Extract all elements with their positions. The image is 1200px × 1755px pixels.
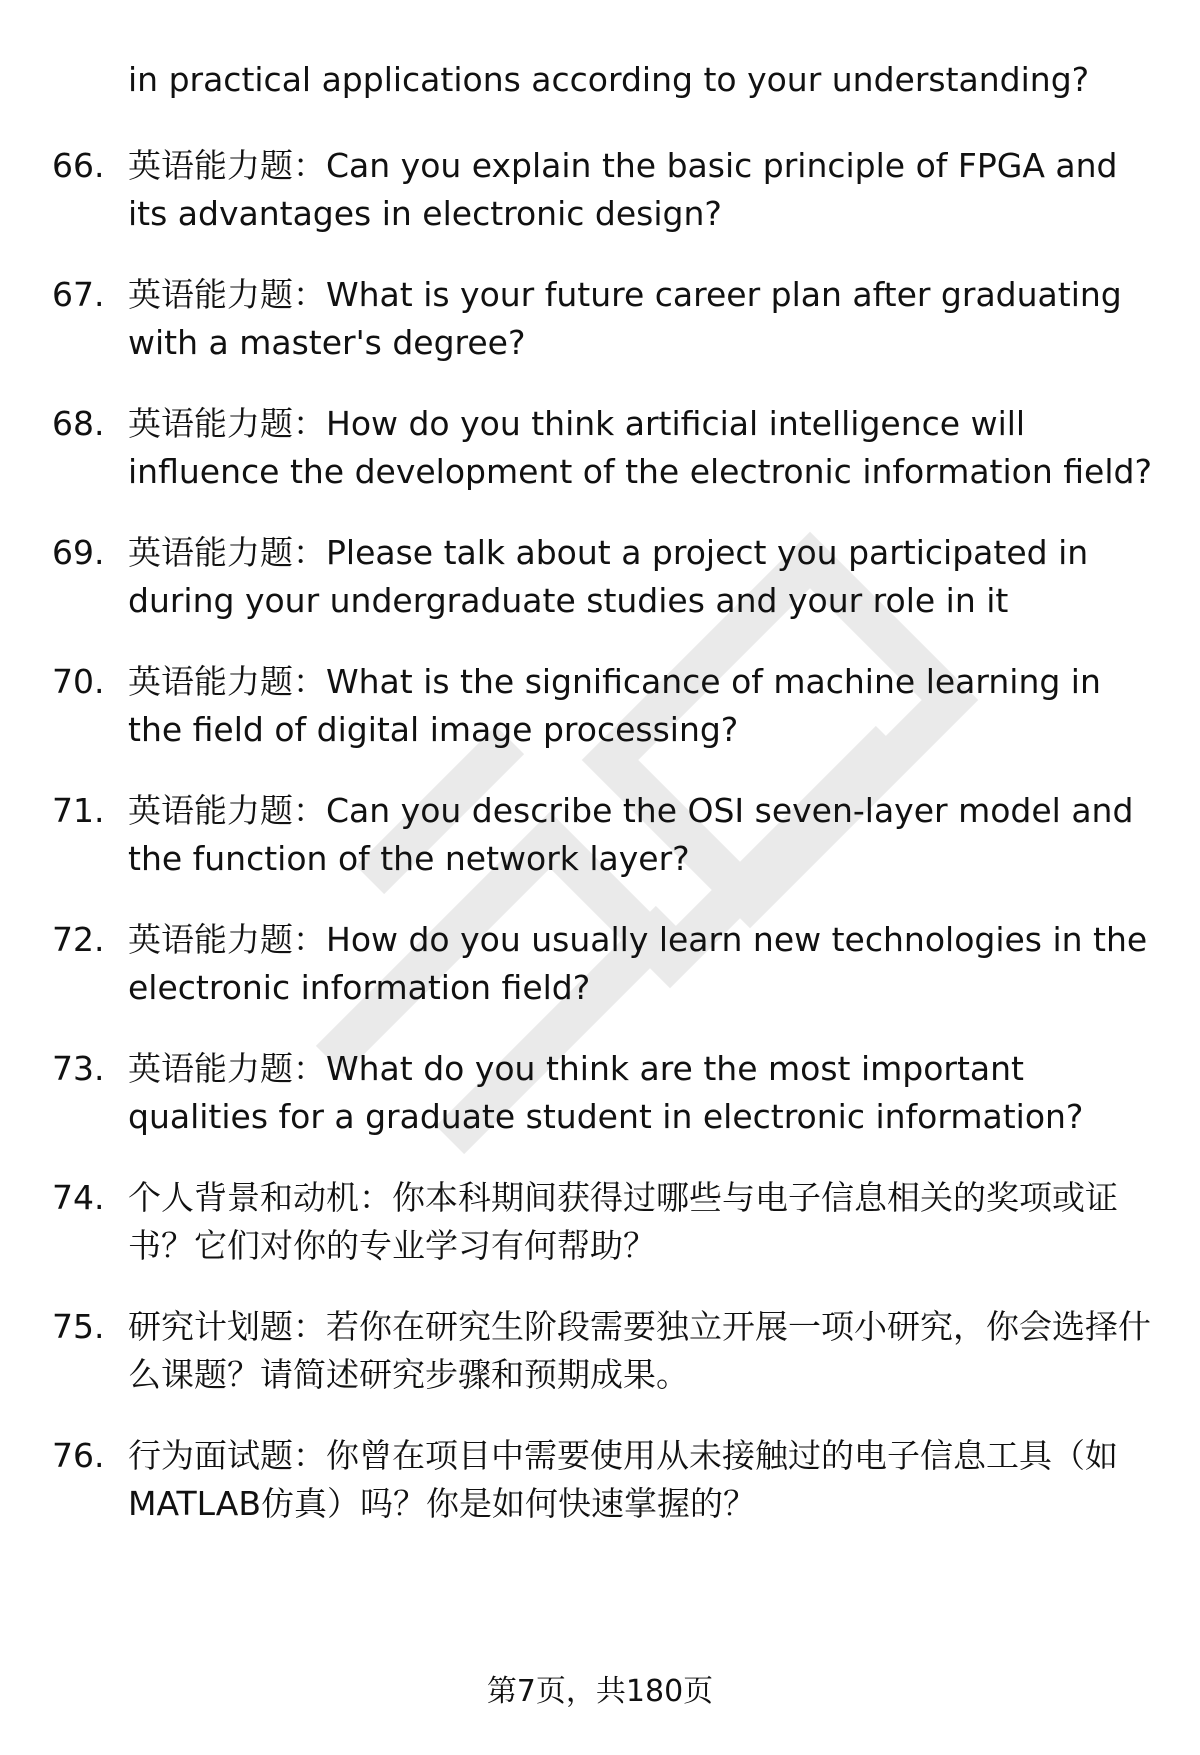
continuation-text: in practical applications according to your understanding? bbox=[128, 60, 1090, 99]
list-item bbox=[0, 658, 1200, 754]
question-text: How do you usually learn new technologies in the electronic information field? bbox=[128, 920, 1148, 1007]
list-item bbox=[0, 400, 1200, 496]
question-category: 英语能力题： bbox=[128, 404, 326, 443]
question-category: 英语能力题： bbox=[128, 146, 326, 185]
question-list bbox=[0, 142, 1200, 1561]
question-number: 70. bbox=[52, 662, 105, 701]
question-category: 行为面试题： bbox=[128, 1436, 326, 1475]
list-item bbox=[0, 1045, 1200, 1141]
question-text: What is your future career plan after graduating with a master's degree? bbox=[128, 275, 1122, 362]
question-category: 英语能力题： bbox=[128, 1049, 326, 1088]
page-footer: 第7页，共180页 bbox=[486, 1674, 714, 1709]
list-item bbox=[0, 1174, 1200, 1270]
question-text: 你本科期间获得过哪些与电子信息相关的奖项或证书？它们对你的专业学习有何帮助？ bbox=[128, 1178, 1118, 1265]
list-item bbox=[0, 787, 1200, 883]
question-category: 英语能力题： bbox=[128, 662, 326, 701]
list-item bbox=[0, 271, 1200, 367]
question-number: 66. bbox=[52, 146, 105, 185]
question-number: 68. bbox=[52, 404, 105, 443]
question-number: 67. bbox=[52, 275, 105, 314]
question-number: 76. bbox=[52, 1436, 105, 1475]
question-category: 英语能力题： bbox=[128, 791, 326, 830]
question-number: 74. bbox=[52, 1178, 105, 1217]
question-number: 71. bbox=[52, 791, 105, 830]
list-item bbox=[0, 142, 1200, 238]
question-text: Can you describe the OSI seven-layer model and the function of the network layer? bbox=[128, 791, 1134, 878]
question-number: 69. bbox=[52, 533, 105, 572]
list-item bbox=[0, 529, 1200, 625]
list-item bbox=[0, 1303, 1200, 1399]
question-text: Please talk about a project you participated in during your undergraduate studies and your role in it bbox=[128, 533, 1089, 620]
question-category: 个人背景和动机： bbox=[128, 1178, 392, 1217]
list-item bbox=[0, 916, 1200, 1012]
question-text: Can you explain the basic principle of FPGA and its advantages in electronic design? bbox=[128, 146, 1118, 233]
list-item bbox=[0, 1432, 1200, 1528]
question-number: 72. bbox=[52, 920, 105, 959]
question-number: 75. bbox=[52, 1307, 105, 1346]
question-number: 73. bbox=[52, 1049, 105, 1088]
question-category: 英语能力题： bbox=[128, 920, 326, 959]
question-category: 研究计划题： bbox=[128, 1307, 326, 1346]
question-text: How do you think artificial intelligence will influence the development of the electronic information field? bbox=[128, 404, 1152, 491]
question-category: 英语能力题： bbox=[128, 275, 326, 314]
question-category: 英语能力题： bbox=[128, 533, 326, 572]
question-text: 若你在研究生阶段需要独立开展一项小研究，你会选择什么课题？请简述研究步骤和预期成果。 bbox=[128, 1307, 1151, 1394]
question-text: 你曾在项目中需要使用从未接触过的电子信息工具（如MATLAB仿真）吗？你是如何快速掌握的？ bbox=[128, 1436, 1118, 1523]
question-text: What do you think are the most important qualities for a graduate student in electronic information? bbox=[128, 1049, 1084, 1136]
question-text: What is the significance of machine learning in the field of digital image processing? bbox=[128, 662, 1101, 749]
